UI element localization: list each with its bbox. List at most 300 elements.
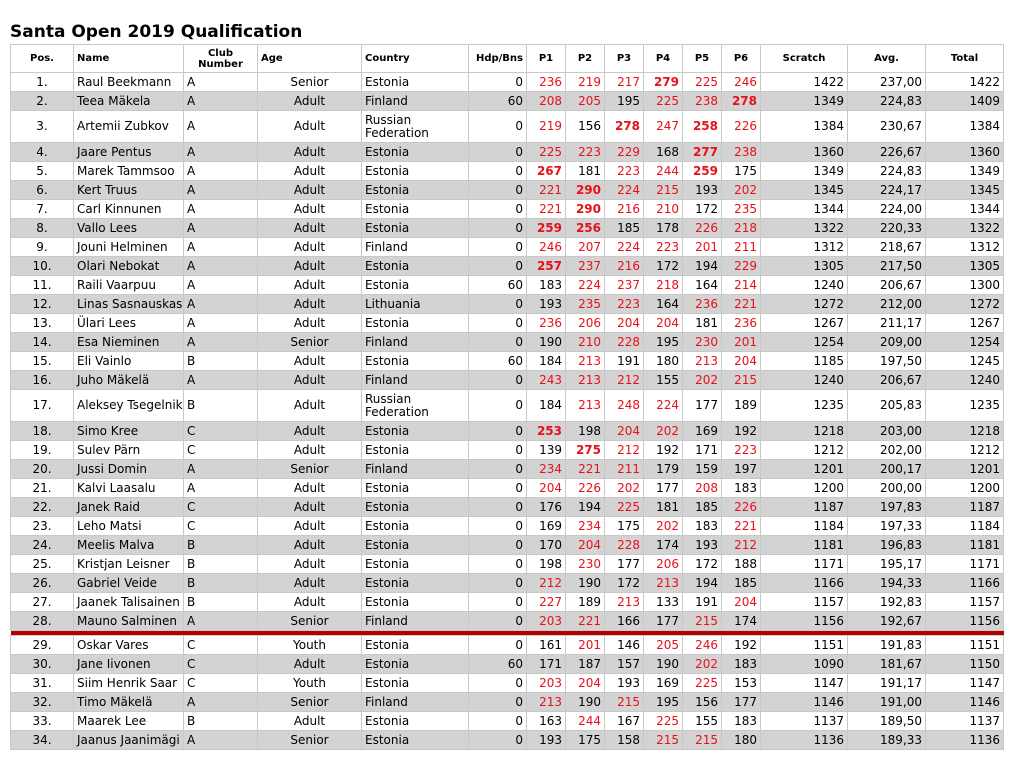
game-3-cell: 193 <box>605 674 644 693</box>
game-4-cell: 180 <box>644 352 683 371</box>
age-cell: Adult <box>258 422 362 441</box>
age-cell: Adult <box>258 390 362 422</box>
club-cell: A <box>184 181 258 200</box>
game-4-cell: 202 <box>644 422 683 441</box>
age-cell: Senior <box>258 333 362 352</box>
country-cell: Russian Federation <box>362 390 469 422</box>
game-2-cell: 194 <box>566 498 605 517</box>
game-4-cell: 225 <box>644 712 683 731</box>
country-cell: Estonia <box>362 479 469 498</box>
avg-cell: 192,67 <box>848 612 926 631</box>
total-cell: 1200 <box>926 479 1004 498</box>
country-cell: Finland <box>362 333 469 352</box>
avg-cell: 197,33 <box>848 517 926 536</box>
game-5-cell: 171 <box>683 441 722 460</box>
hdp-cell: 0 <box>469 143 527 162</box>
pos-cell: 8. <box>11 219 74 238</box>
game-1-cell: 234 <box>527 460 566 479</box>
scratch-cell: 1151 <box>761 636 848 655</box>
age-cell: Adult <box>258 238 362 257</box>
avg-cell: 194,33 <box>848 574 926 593</box>
game-4-cell: 172 <box>644 257 683 276</box>
pos-cell: 9. <box>11 238 74 257</box>
table-row <box>11 295 1004 314</box>
club-cell: C <box>184 674 258 693</box>
avg-cell: 191,00 <box>848 693 926 712</box>
pos-cell: 4. <box>11 143 74 162</box>
scratch-cell: 1147 <box>761 674 848 693</box>
game-6-cell: 215 <box>722 371 761 390</box>
age-cell: Adult <box>258 276 362 295</box>
game-3-cell: 237 <box>605 276 644 295</box>
game-4-cell: 155 <box>644 371 683 390</box>
hdp-cell: 0 <box>469 162 527 181</box>
header-p5[interactable]: P5 <box>683 45 722 73</box>
total-cell: 1344 <box>926 200 1004 219</box>
game-4-cell: 164 <box>644 295 683 314</box>
game-1-cell: 236 <box>527 73 566 92</box>
scratch-cell: 1181 <box>761 536 848 555</box>
club-cell: A <box>184 143 258 162</box>
game-2-cell: 205 <box>566 92 605 111</box>
total-cell: 1349 <box>926 162 1004 181</box>
header-p3[interactable]: P3 <box>605 45 644 73</box>
age-cell: Adult <box>258 219 362 238</box>
age-cell: Adult <box>258 498 362 517</box>
game-4-cell: 174 <box>644 536 683 555</box>
header-pos[interactable]: Pos. <box>11 45 74 73</box>
table-row <box>11 693 1004 712</box>
total-cell: 1267 <box>926 314 1004 333</box>
game-2-cell: 204 <box>566 674 605 693</box>
country-cell: Estonia <box>362 352 469 371</box>
total-cell: 1166 <box>926 574 1004 593</box>
game-4-cell: 213 <box>644 574 683 593</box>
game-3-cell: 191 <box>605 352 644 371</box>
pos-cell: 3. <box>11 111 74 143</box>
name-cell: Eli Vainlo <box>74 352 184 371</box>
game-4-cell: 204 <box>644 314 683 333</box>
total-cell: 1201 <box>926 460 1004 479</box>
game-1-cell: 183 <box>527 276 566 295</box>
table-row <box>11 73 1004 92</box>
age-cell: Adult <box>258 517 362 536</box>
hdp-cell: 0 <box>469 479 527 498</box>
country-cell: Estonia <box>362 143 469 162</box>
pos-cell: 14. <box>11 333 74 352</box>
game-5-cell: 277 <box>683 143 722 162</box>
name-cell: Olari Nebokat <box>74 257 184 276</box>
hdp-cell: 0 <box>469 422 527 441</box>
game-6-cell: 174 <box>722 612 761 631</box>
game-6-cell: 192 <box>722 422 761 441</box>
name-cell: Kristjan Leisner <box>74 555 184 574</box>
game-3-cell: 185 <box>605 219 644 238</box>
table-row <box>11 422 1004 441</box>
table-row <box>11 276 1004 295</box>
game-1-cell: 219 <box>527 111 566 143</box>
game-1-cell: 139 <box>527 441 566 460</box>
name-cell: Marek Tammsoo <box>74 162 184 181</box>
header-age[interactable]: Age <box>258 45 362 73</box>
header-name[interactable]: Name <box>74 45 184 73</box>
scratch-cell: 1235 <box>761 390 848 422</box>
game-4-cell: 195 <box>644 693 683 712</box>
total-cell: 1157 <box>926 593 1004 612</box>
name-cell: Maarek Lee <box>74 712 184 731</box>
game-6-cell: 221 <box>722 517 761 536</box>
hdp-cell: 0 <box>469 612 527 631</box>
game-1-cell: 170 <box>527 536 566 555</box>
game-2-cell: 221 <box>566 612 605 631</box>
game-3-cell: 158 <box>605 731 644 750</box>
game-6-cell: 226 <box>722 111 761 143</box>
age-cell: Youth <box>258 636 362 655</box>
scratch-cell: 1157 <box>761 593 848 612</box>
game-6-cell: 188 <box>722 555 761 574</box>
name-cell: Oskar Vares <box>74 636 184 655</box>
scratch-cell: 1146 <box>761 693 848 712</box>
scratch-cell: 1090 <box>761 655 848 674</box>
club-cell: B <box>184 593 258 612</box>
table-row <box>11 498 1004 517</box>
scratch-cell: 1349 <box>761 162 848 181</box>
country-cell: Estonia <box>362 219 469 238</box>
club-cell: B <box>184 574 258 593</box>
hdp-cell: 60 <box>469 655 527 674</box>
game-4-cell: 192 <box>644 441 683 460</box>
name-cell: Jane Iivonen <box>74 655 184 674</box>
game-4-cell: 181 <box>644 498 683 517</box>
game-5-cell: 193 <box>683 536 722 555</box>
header-p2[interactable]: P2 <box>566 45 605 73</box>
game-6-cell: 185 <box>722 574 761 593</box>
game-2-cell: 189 <box>566 593 605 612</box>
country-cell: Estonia <box>362 731 469 750</box>
game-3-cell: 204 <box>605 314 644 333</box>
game-4-cell: 195 <box>644 333 683 352</box>
game-1-cell: 198 <box>527 555 566 574</box>
game-5-cell: 202 <box>683 655 722 674</box>
avg-cell: 196,83 <box>848 536 926 555</box>
total-cell: 1300 <box>926 276 1004 295</box>
table-row <box>11 674 1004 693</box>
game-6-cell: 180 <box>722 731 761 750</box>
header-scratch[interactable]: Scratch <box>761 45 848 73</box>
table-row <box>11 712 1004 731</box>
header-row <box>11 45 1004 73</box>
pos-cell: 7. <box>11 200 74 219</box>
game-6-cell: 236 <box>722 314 761 333</box>
total-cell: 1181 <box>926 536 1004 555</box>
avg-cell: 189,33 <box>848 731 926 750</box>
avg-cell: 217,50 <box>848 257 926 276</box>
header-club-number[interactable]: Club Number <box>184 45 258 73</box>
scratch-cell: 1201 <box>761 460 848 479</box>
hdp-cell: 60 <box>469 352 527 371</box>
game-1-cell: 236 <box>527 314 566 333</box>
table-row <box>11 731 1004 750</box>
scratch-cell: 1267 <box>761 314 848 333</box>
country-cell: Estonia <box>362 555 469 574</box>
game-2-cell: 210 <box>566 333 605 352</box>
game-6-cell: 204 <box>722 352 761 371</box>
game-6-cell: 202 <box>722 181 761 200</box>
game-6-cell: 212 <box>722 536 761 555</box>
hdp-cell: 0 <box>469 314 527 333</box>
pos-cell: 5. <box>11 162 74 181</box>
avg-cell: 226,67 <box>848 143 926 162</box>
total-cell: 1322 <box>926 219 1004 238</box>
hdp-cell: 0 <box>469 693 527 712</box>
avg-cell: 203,00 <box>848 422 926 441</box>
scratch-cell: 1384 <box>761 111 848 143</box>
club-cell: A <box>184 276 258 295</box>
scratch-cell: 1137 <box>761 712 848 731</box>
age-cell: Adult <box>258 352 362 371</box>
game-2-cell: 237 <box>566 257 605 276</box>
game-2-cell: 201 <box>566 636 605 655</box>
country-cell: Estonia <box>362 574 469 593</box>
total-cell: 1360 <box>926 143 1004 162</box>
avg-cell: 224,83 <box>848 162 926 181</box>
total-cell: 1384 <box>926 111 1004 143</box>
game-1-cell: 221 <box>527 181 566 200</box>
results-table <box>10 44 1004 750</box>
game-2-cell: 181 <box>566 162 605 181</box>
club-cell: B <box>184 352 258 371</box>
game-3-cell: 146 <box>605 636 644 655</box>
country-cell: Estonia <box>362 674 469 693</box>
game-2-cell: 256 <box>566 219 605 238</box>
table-row <box>11 593 1004 612</box>
game-4-cell: 168 <box>644 143 683 162</box>
age-cell: Adult <box>258 111 362 143</box>
name-cell: Kert Truus <box>74 181 184 200</box>
game-3-cell: 195 <box>605 92 644 111</box>
avg-cell: 224,83 <box>848 92 926 111</box>
country-cell: Finland <box>362 460 469 479</box>
name-cell: Kalvi Laasalu <box>74 479 184 498</box>
country-cell: Finland <box>362 238 469 257</box>
game-3-cell: 217 <box>605 73 644 92</box>
game-4-cell: 218 <box>644 276 683 295</box>
hdp-cell: 0 <box>469 371 527 390</box>
club-cell: C <box>184 422 258 441</box>
table-row <box>11 517 1004 536</box>
club-cell: A <box>184 333 258 352</box>
pos-cell: 30. <box>11 655 74 674</box>
age-cell: Adult <box>258 92 362 111</box>
pos-cell: 21. <box>11 479 74 498</box>
game-1-cell: 212 <box>527 574 566 593</box>
game-1-cell: 193 <box>527 731 566 750</box>
hdp-cell: 0 <box>469 536 527 555</box>
scratch-cell: 1184 <box>761 517 848 536</box>
game-5-cell: 183 <box>683 517 722 536</box>
game-6-cell: 197 <box>722 460 761 479</box>
table-row <box>11 612 1004 631</box>
game-2-cell: 230 <box>566 555 605 574</box>
game-6-cell: 183 <box>722 712 761 731</box>
avg-cell: 206,67 <box>848 276 926 295</box>
avg-cell: 200,00 <box>848 479 926 498</box>
scratch-cell: 1344 <box>761 200 848 219</box>
game-4-cell: 179 <box>644 460 683 479</box>
game-2-cell: 290 <box>566 200 605 219</box>
total-cell: 1218 <box>926 422 1004 441</box>
header-total[interactable]: Total <box>926 45 1004 73</box>
game-6-cell: 183 <box>722 479 761 498</box>
name-cell: Leho Matsi <box>74 517 184 536</box>
game-5-cell: 258 <box>683 111 722 143</box>
game-5-cell: 201 <box>683 238 722 257</box>
country-cell: Estonia <box>362 498 469 517</box>
age-cell: Adult <box>258 555 362 574</box>
game-5-cell: 155 <box>683 712 722 731</box>
pos-cell: 20. <box>11 460 74 479</box>
total-cell: 1146 <box>926 693 1004 712</box>
game-5-cell: 225 <box>683 73 722 92</box>
game-1-cell: 190 <box>527 333 566 352</box>
game-1-cell: 246 <box>527 238 566 257</box>
name-cell: Simo Kree <box>74 422 184 441</box>
game-4-cell: 215 <box>644 181 683 200</box>
game-1-cell: 213 <box>527 693 566 712</box>
name-cell: Artemii Zubkov <box>74 111 184 143</box>
game-3-cell: 204 <box>605 422 644 441</box>
header-hdp-bns[interactable]: Hdp/Bns <box>469 45 527 73</box>
scratch-cell: 1254 <box>761 333 848 352</box>
pos-cell: 18. <box>11 422 74 441</box>
hdp-cell: 0 <box>469 555 527 574</box>
game-5-cell: 191 <box>683 593 722 612</box>
table-row <box>11 574 1004 593</box>
country-cell: Estonia <box>362 422 469 441</box>
total-cell: 1422 <box>926 73 1004 92</box>
game-4-cell: 210 <box>644 200 683 219</box>
game-2-cell: 198 <box>566 422 605 441</box>
game-6-cell: 175 <box>722 162 761 181</box>
game-1-cell: 184 <box>527 352 566 371</box>
game-4-cell: 177 <box>644 612 683 631</box>
age-cell: Senior <box>258 73 362 92</box>
name-cell: Juho Mäkelä <box>74 371 184 390</box>
game-4-cell: 202 <box>644 517 683 536</box>
avg-cell: 197,50 <box>848 352 926 371</box>
table-row <box>11 371 1004 390</box>
table-row <box>11 162 1004 181</box>
country-cell: Estonia <box>362 655 469 674</box>
total-cell: 1137 <box>926 712 1004 731</box>
game-4-cell: 206 <box>644 555 683 574</box>
total-cell: 1151 <box>926 636 1004 655</box>
scratch-cell: 1187 <box>761 498 848 517</box>
country-cell: Estonia <box>362 200 469 219</box>
game-4-cell: 215 <box>644 731 683 750</box>
game-3-cell: 157 <box>605 655 644 674</box>
game-2-cell: 213 <box>566 390 605 422</box>
total-cell: 1156 <box>926 612 1004 631</box>
game-2-cell: 221 <box>566 460 605 479</box>
game-1-cell: 259 <box>527 219 566 238</box>
pos-cell: 13. <box>11 314 74 333</box>
avg-cell: 202,00 <box>848 441 926 460</box>
header-avg[interactable]: Avg. <box>848 45 926 73</box>
scratch-cell: 1156 <box>761 612 848 631</box>
name-cell: Jaare Pentus <box>74 143 184 162</box>
game-3-cell: 225 <box>605 498 644 517</box>
game-5-cell: 172 <box>683 555 722 574</box>
table-row <box>11 441 1004 460</box>
game-2-cell: 219 <box>566 73 605 92</box>
pos-cell: 27. <box>11 593 74 612</box>
table-row <box>11 314 1004 333</box>
scratch-cell: 1322 <box>761 219 848 238</box>
table-row <box>11 555 1004 574</box>
avg-cell: 189,50 <box>848 712 926 731</box>
country-cell: Finland <box>362 371 469 390</box>
game-3-cell: 228 <box>605 536 644 555</box>
total-cell: 1136 <box>926 731 1004 750</box>
table-row <box>11 238 1004 257</box>
name-cell: Jussi Domin <box>74 460 184 479</box>
pos-cell: 28. <box>11 612 74 631</box>
age-cell: Adult <box>258 712 362 731</box>
game-2-cell: 226 <box>566 479 605 498</box>
header-p6[interactable]: P6 <box>722 45 761 73</box>
club-cell: A <box>184 111 258 143</box>
game-6-cell: 218 <box>722 219 761 238</box>
game-2-cell: 213 <box>566 371 605 390</box>
club-cell: B <box>184 390 258 422</box>
total-cell: 1184 <box>926 517 1004 536</box>
game-3-cell: 172 <box>605 574 644 593</box>
scratch-cell: 1200 <box>761 479 848 498</box>
total-cell: 1147 <box>926 674 1004 693</box>
name-cell: Jaanus Jaanimägi <box>74 731 184 750</box>
table-row <box>11 636 1004 655</box>
header-p1[interactable]: P1 <box>527 45 566 73</box>
game-2-cell: 207 <box>566 238 605 257</box>
scratch-cell: 1171 <box>761 555 848 574</box>
header-country[interactable]: Country <box>362 45 469 73</box>
header-p4[interactable]: P4 <box>644 45 683 73</box>
game-5-cell: 185 <box>683 498 722 517</box>
game-3-cell: 202 <box>605 479 644 498</box>
game-5-cell: 159 <box>683 460 722 479</box>
game-5-cell: 230 <box>683 333 722 352</box>
hdp-cell: 60 <box>469 276 527 295</box>
game-6-cell: 201 <box>722 333 761 352</box>
game-6-cell: 235 <box>722 200 761 219</box>
pos-cell: 22. <box>11 498 74 517</box>
game-2-cell: 190 <box>566 693 605 712</box>
game-2-cell: 275 <box>566 441 605 460</box>
club-cell: B <box>184 712 258 731</box>
total-cell: 1240 <box>926 371 1004 390</box>
scratch-cell: 1240 <box>761 276 848 295</box>
country-cell: Estonia <box>362 712 469 731</box>
game-1-cell: 171 <box>527 655 566 674</box>
game-1-cell: 161 <box>527 636 566 655</box>
club-cell: A <box>184 295 258 314</box>
name-cell: Mauno Salminen <box>74 612 184 631</box>
club-cell: A <box>184 612 258 631</box>
game-5-cell: 172 <box>683 200 722 219</box>
pos-cell: 2. <box>11 92 74 111</box>
game-1-cell: 253 <box>527 422 566 441</box>
